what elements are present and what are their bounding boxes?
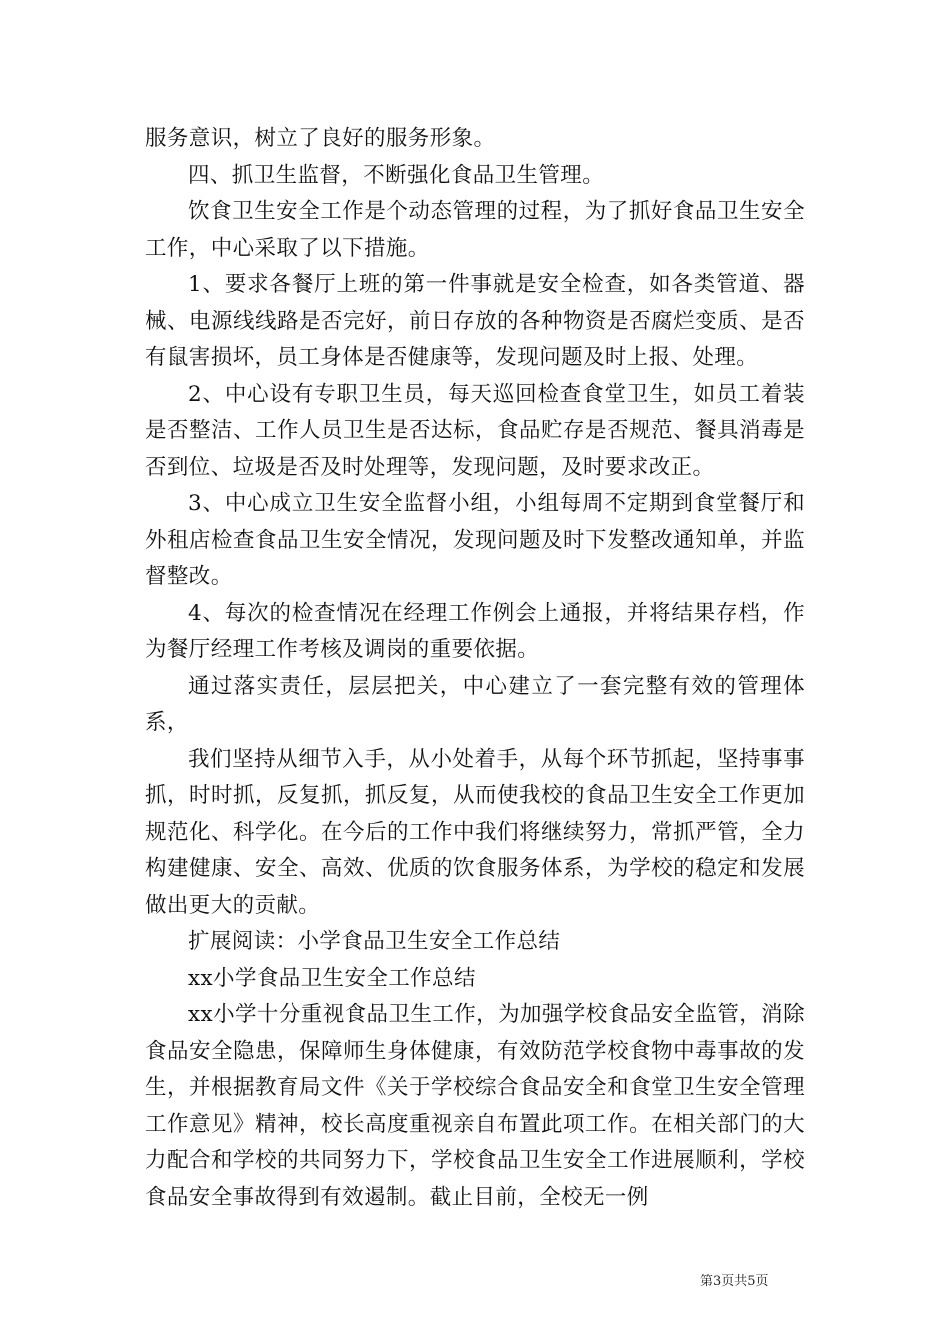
paragraph-intro: 饮食卫生安全工作是个动态管理的过程，为了抓好食品卫生安全工作，中心采取了以下措施。	[145, 199, 805, 261]
list-item-1: 1、要求各餐厅上班的第一件事就是安全检查，如各类管道、器械、电源线线路是否完好，前日存放的各种物资是否腐烂变质、是否有鼠害损坏，员工身体是否健康等，发现问题及时上报、处理。	[145, 272, 805, 370]
list-item-3: 3、中心成立卫生安全监督小组，小组每周不定期到食堂餐厅和外租店检查食品卫生安全情况，发现问题及时下发整改通知单，并监督整改。	[145, 491, 805, 589]
section-heading-four: 四、抓卫生监督，不断强化食品卫生管理。	[188, 162, 605, 188]
paragraph-summary: 通过落实责任，层层把关，中心建立了一套完整有效的管理体系，	[145, 673, 805, 735]
list-item-4: 4、每次的检查情况在经理工作例会上通报，并将结果存档，作为餐厅经理工作考核及调岗的重要依据。	[145, 600, 805, 662]
paragraph-continuation: 服务意识，树立了良好的服务形象。	[145, 126, 496, 151]
paragraph-conclusion: 我们坚持从细节入手，从小处着手，从每个环节抓起，坚持事事抓，时时抓，反复抓，抓反复，从而使我校的食品卫生安全工作更加规范化、科学化。在今后的工作中我们将继续努力，常抓严管，全力构建健康、安全、高效、优质的饮食服务体系，为学校的稳定和发展做出更大的贡献。	[145, 746, 805, 918]
extended-reading-heading: 扩展阅读：小学食品卫生安全工作总结	[188, 929, 561, 954]
page-number: 第3页共5页	[700, 1274, 769, 1289]
subtitle: xx小学食品卫生安全工作总结	[188, 965, 476, 991]
document-body	[145, 121, 805, 1216]
list-item-2: 2、中心设有专职卫生员，每天巡回检查食堂卫生，如员工着装是否整洁、工作人员卫生是否达标，食品贮存是否规范、餐具消毒是否到位、垃圾是否及时处理等，发现问题，及时要求改正。	[145, 381, 805, 480]
paragraph-school-summary: xx小学十分重视食品卫生工作，为加强学校食品安全监管，消除食品安全隐患，保障师生身体健康，有效防范学校食物中毒事故的发生，并根据教育局文件《关于学校综合食品安全和食堂卫生安全管理工作意见》精神，校长高度重视亲自布置此项工作。在相关部门的大力配合和学校的共同努力下，学校食品卫生安全工作进展顺利，学校食品安全事故得到有效遏制。截止目前，全校无一例	[145, 1002, 805, 1210]
